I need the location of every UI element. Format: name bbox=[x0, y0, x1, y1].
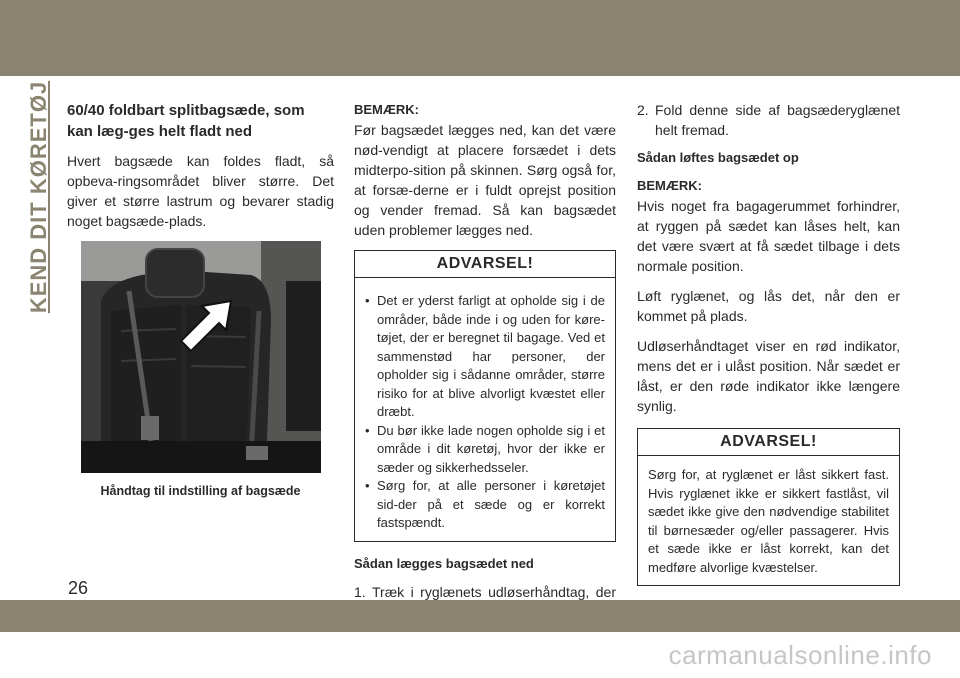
header-band bbox=[0, 0, 960, 76]
note-text: Før bagsædet lægges ned, kan det være nød-vendigt at placere forsædet i dets midterpo-sition på skinnen. Sørg også for, at forsæ-derne er i fuldt oprejst position og vender fremad. Så kan bagsædet uden problemer lægges ned. bbox=[354, 122, 616, 238]
watermark-bar bbox=[0, 632, 960, 678]
paragraph: Løft ryglænet, og lås det, når den er kommet på plads. bbox=[637, 288, 900, 324]
note-label: BEMÆRK: bbox=[354, 102, 419, 117]
column-1 bbox=[67, 100, 334, 501]
warning-title: ADVARSEL! bbox=[638, 429, 899, 456]
fold-heading: Sådan lægges bagsædet ned bbox=[354, 555, 534, 571]
column-3 bbox=[637, 100, 900, 586]
note-label: BEMÆRK: bbox=[637, 178, 702, 193]
section-heading: 60/40 foldbart splitbagsæde, som kan læg-ges helt fladt ned bbox=[67, 102, 305, 140]
watermark-text: carmanualsonline.info bbox=[668, 639, 932, 670]
warning-text: Sørg for, at ryglænet er låst sikkert fast. Hvis ryglænet ikke er sikkert fastlåst, vil sædet ikke give den nødvendige stabilitet til børnesæder og/eller passagerer. Hvis et sæde ikke er låst korrekt, kan det medføre alvorlige kvæstelser. bbox=[648, 467, 889, 575]
warning-item: • Sørg for, at alle personer i køretøjet sid-der på et sæde og er korrekt fastspændt. bbox=[365, 478, 605, 530]
warning-body bbox=[355, 278, 615, 541]
warning-box bbox=[637, 428, 900, 586]
note-text: Hvis noget fra bagagerummet forhindrer, at ryggen på sædet kan låses helt, kan det være svært at få sædet tilbage i dets normale position. bbox=[637, 198, 900, 274]
rear-seat-image bbox=[81, 241, 321, 473]
paragraph: Udløserhåndtaget viser en rød indikator, mens det er i ulåst position. Når sædet er låst, er den røde indikator ikke længere synlig. bbox=[637, 338, 900, 414]
warning-body bbox=[638, 456, 899, 585]
warning-box bbox=[354, 250, 616, 542]
intro-paragraph: Hvert bagsæde kan foldes fladt, så opbeva-ringsområdet bliver større. Det giver et større lastrum og bevarer stadig noget bagsæde-plads. bbox=[67, 153, 334, 229]
side-tab-label: KEND DIT KØRETØJ bbox=[26, 80, 51, 314]
side-tab bbox=[22, 80, 56, 314]
page-number: 26 bbox=[68, 578, 89, 598]
seat-photo bbox=[81, 241, 321, 473]
column-2 bbox=[354, 100, 616, 650]
warning-item: • Du bør ikke lade nogen opholde sig i et område i dit køretøj, hvor der ikke er sæder og sikkerhedsseler. bbox=[365, 422, 605, 475]
warning-item: • Det er yderst farligt at opholde sig i de områder, både inde i og uden for køre-tøjet, der er beregnet til bagage. Ved et sammenstød har personer, der opholder sig i sådanne områder, større risiko for at blive alvorligt kvæstet eller dræbt. bbox=[365, 293, 605, 419]
warning-title: ADVARSEL! bbox=[355, 251, 615, 278]
footer-band bbox=[0, 600, 960, 632]
step-1: 1. Træk i ryglænets udløserhåndtag, der bbox=[354, 583, 616, 600]
step-2: 2. Fold denne side af bagsæderyglænet helt fremad. bbox=[637, 102, 900, 138]
figure-caption: Håndtag til indstilling af bagsæde bbox=[100, 484, 301, 498]
raise-heading: Sådan løftes bagsædet op bbox=[637, 150, 799, 165]
